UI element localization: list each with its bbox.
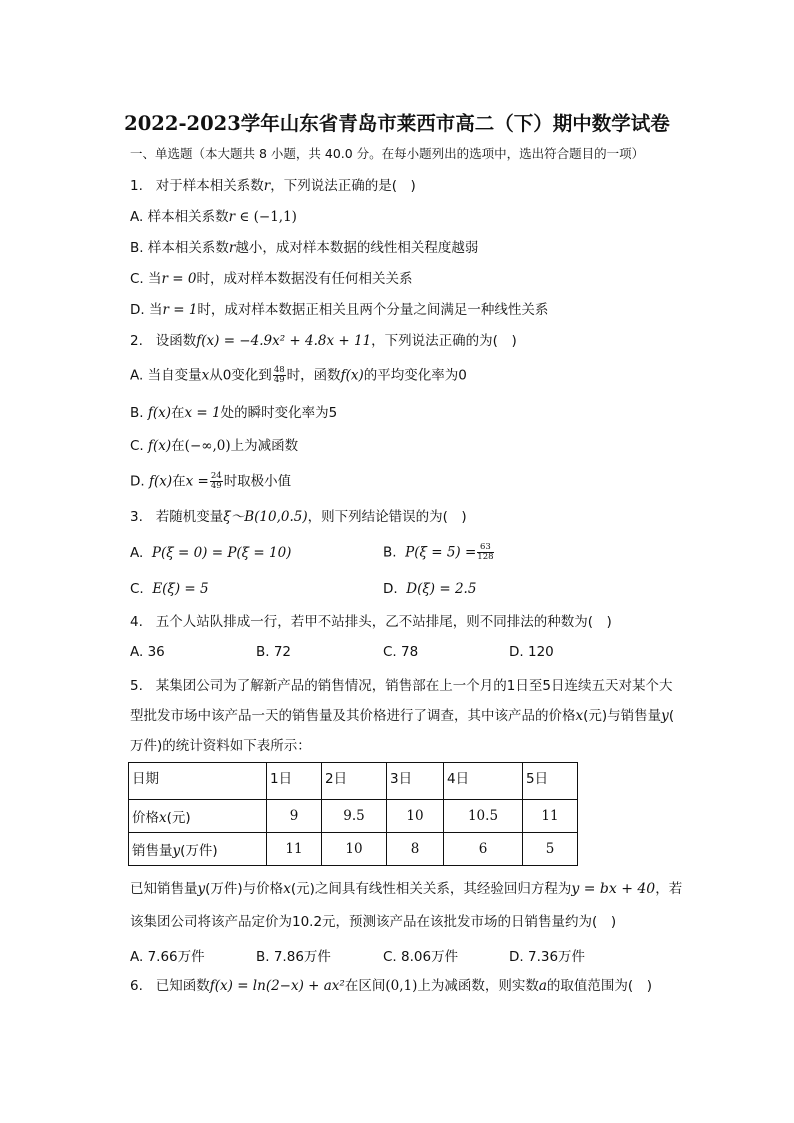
q6-stem-mid: 在区间 [344,978,386,994]
q4-stem [130,613,612,631]
q2-stem-post: ，下列说法正确的为( ) [371,333,517,349]
q2-a-numerator: 48 [273,365,285,375]
q4-option-a: A. 36 [130,644,165,660]
q6-stem [130,977,652,995]
q3-a-label: A. [130,545,144,561]
row-label-unit: (元) [166,810,191,826]
q1-c-post: 时，成对样本数据没有任何相关关系 [196,271,413,287]
q5-line-3: 万件)的统计资料如下表所示： [130,738,311,754]
q3-option-a [130,545,291,561]
q5-data-table [128,762,578,866]
q2-option-b [130,404,337,422]
q2-d-denominator: 49 [210,481,222,491]
q2-c-post: 上为减函数 [230,438,299,454]
q2-number: 2. [130,333,143,349]
q5-line-2 [130,707,674,725]
q2-d-fraction [210,472,223,491]
table-row [129,800,578,833]
q1-c-math: r = 0 [161,271,197,287]
q4-stem-text: 五个人站队排成一行，若甲不站排头，乙不站排尾，则不同排法的种数为( ) [155,614,612,630]
q3-c-label: C. [130,581,144,597]
q2-b-mid: 在 [171,405,185,421]
q5-after-1-var1: y [197,881,206,897]
table-cell: 9.5 [322,800,387,833]
q5-option-d: D. 7.36万件 [509,949,586,965]
q6-stem-var: a [538,978,547,994]
q5-after-1-mid1: (万件)与价格 [205,881,284,897]
q6-stem-math2: (0,1) [385,978,418,994]
q1-b-post: 越小，成对样本数据的线性相关程度越弱 [235,240,479,256]
table-cell: 11 [267,833,322,866]
q1-a-math: ∈ (−1,1) [235,209,297,225]
q2-a-fraction [273,366,286,385]
q2-a-var: x [201,367,210,384]
q5-line-1-text: 某集团公司为了解新产品的销售情况，销售部在上一个月的1日至5日连续五天对某个大 [155,678,673,694]
row-label-var: x [159,810,167,826]
table-row [129,833,578,866]
q1-c-text: C. 当 [130,271,162,287]
q2-c-math: f(x) [148,438,172,454]
table-cell: 9 [267,800,322,833]
header-cell: 2日 [322,763,387,800]
q6-stem-post: 的取值范围为( ) [546,978,652,994]
q2-d-math: f(x) [148,473,173,490]
q4-option-c: C. 78 [383,644,419,660]
q1-option-d [130,301,548,319]
q1-stem-post: ，下列说法正确的是( ) [270,178,416,194]
q2-c-mid: 在 [171,438,185,454]
q5-after-line-2: 该集团公司将该产品定价为10.2元，预测该产品在该批发市场的日销售量约为( ) [130,914,617,930]
q5-after-1-mid2: (元)之间具有线性相关关系，其经验回归方程为 [290,881,572,897]
q5-number: 5. [130,678,143,694]
q1-option-c [130,270,412,288]
q1-stem-var: r [263,178,271,194]
q2-a-text: A. 当自变量 [130,367,202,384]
q1-stem-text: 对于样本相关系数 [155,178,264,194]
q5-after-1-pre: 已知销售量 [130,881,198,897]
table-cell: 6 [444,833,523,866]
q5-line-2-post: ( [668,708,675,724]
q3-c-math: E(ξ) = 5 [152,581,209,597]
q5-line-2-var2: y [661,708,669,724]
q1-option-a [130,208,297,226]
q5-option-c: C. 8.06万件 [383,949,459,965]
q5-line-2-pre: 型批发市场中该产品一天的销售量及其价格进行了调查，其中该产品的价格 [130,708,576,724]
q2-a-mid: 从0变化到 [209,367,272,384]
q6-stem-mid2: 上为减函数，则实数 [417,978,539,994]
q2-c-math2: (−∞,0) [184,438,231,454]
q1-stem [130,177,416,195]
q2-a-math: f(x) [340,367,364,384]
q2-a-post1: 时，函数 [286,367,341,384]
q5-regression-equation: y = bx + 40 [571,881,656,897]
q2-d-numerator: 24 [210,471,222,481]
header-cell: 1日 [267,763,322,800]
table-cell: 5 [523,833,578,866]
q3-b-numerator: 63 [477,543,493,553]
row-label [129,800,267,833]
q1-d-text: D. 当 [130,302,163,318]
header-cell: 4日 [444,763,523,800]
q6-number: 6. [130,978,143,994]
q2-option-d [130,472,291,491]
q2-a-post2: 的平均变化率为0 [363,367,467,384]
q2-d-label: D. [130,473,149,490]
q3-option-b [383,543,495,562]
q1-b-var: r [228,240,236,256]
q2-c-label: C. [130,438,149,454]
row-label [129,833,267,866]
q4-number: 4. [130,614,143,630]
header-cell: 日期 [129,763,267,800]
q3-b-math: P(ξ = 5) = [405,544,477,561]
q3-number: 3. [130,509,143,525]
table-cell: 10.5 [444,800,523,833]
table-cell: 10 [387,800,444,833]
q2-option-c [130,437,298,455]
q1-number: 1. [130,178,143,194]
q1-b-text: B. 样本相关系数 [130,240,229,256]
q2-b-math2: x = 1 [184,405,221,421]
q2-d-math2: x = [185,473,209,490]
q5-after-line-1 [130,880,682,898]
q3-stem-text: 若随机变量 [155,509,224,525]
q3-d-math: D(ξ) = 2.5 [406,581,477,597]
q5-option-b: B. 7.86万件 [256,949,331,965]
q3-option-c [130,581,209,597]
q3-option-d [383,581,476,597]
q2-b-label: B. [130,405,148,421]
q2-option-a [130,366,467,385]
q5-line-2-var1: x [575,708,584,724]
q2-a-denominator: 49 [273,375,285,385]
q1-d-post: 时，成对样本数据正相关且两个分量之间满足一种线性关系 [197,302,549,318]
q2-b-math: f(x) [147,405,172,421]
header-cell: 3日 [387,763,444,800]
q5-line-1 [130,677,672,695]
q4-option-b: B. 72 [256,644,292,660]
table-cell: 10 [322,833,387,866]
q5-line-2-mid: (元)与销售量 [583,708,662,724]
q2-stem-text: 设函数 [155,333,197,349]
table-header-row [129,763,578,800]
q2-d-mid: 在 [172,473,186,490]
q4-option-d: D. 120 [509,644,554,660]
exam-title: 2022-2023学年山东省青岛市莱西市高二（下）期中数学试卷 [124,112,670,135]
q6-stem-math: f(x) = ln(2−x) + ax² [209,978,345,994]
q1-option-b [130,239,478,257]
q2-stem [130,332,517,350]
table-cell: 11 [523,800,578,833]
header-cell: 5日 [523,763,578,800]
q2-b-post: 处的瞬时变化率为5 [220,405,338,421]
q3-stem-post: ，则下列结论错误的为( ) [307,509,467,525]
row-label-text: 价格 [132,810,159,826]
q3-stem-math: ξ～B(10,0.5) [223,509,308,525]
q1-d-math: r = 1 [162,302,198,318]
q6-stem-text: 已知函数 [155,978,210,994]
q3-b-denominator: 128 [477,552,494,562]
row-label-var: y [172,843,181,859]
q3-stem [130,508,467,526]
q2-stem-math: f(x) = −4.9x² + 4.8x + 11 [196,333,372,349]
q5-option-a: A. 7.66万件 [130,949,205,965]
table-cell: 8 [387,833,444,866]
q3-b-label: B. [383,544,397,561]
q5-after-1-post: ，若 [655,881,683,897]
q2-d-post: 时取极小值 [223,473,292,490]
q1-a-text: A. 样本相关系数 [130,209,229,225]
q3-b-fraction [477,543,493,562]
row-label-unit: (万件) [180,843,218,859]
q1-a-var: r [228,209,236,225]
q3-d-label: D. [383,581,398,597]
row-label-text: 销售量 [132,843,173,859]
section-heading: 一、单选题（本大题共 8 小题，共 40.0 分。在每小题列出的选项中，选出符合题目的一项） [130,146,645,161]
q3-a-math: P(ξ = 0) = P(ξ = 10) [151,545,292,561]
q5-after-1-var2: x [283,881,291,897]
